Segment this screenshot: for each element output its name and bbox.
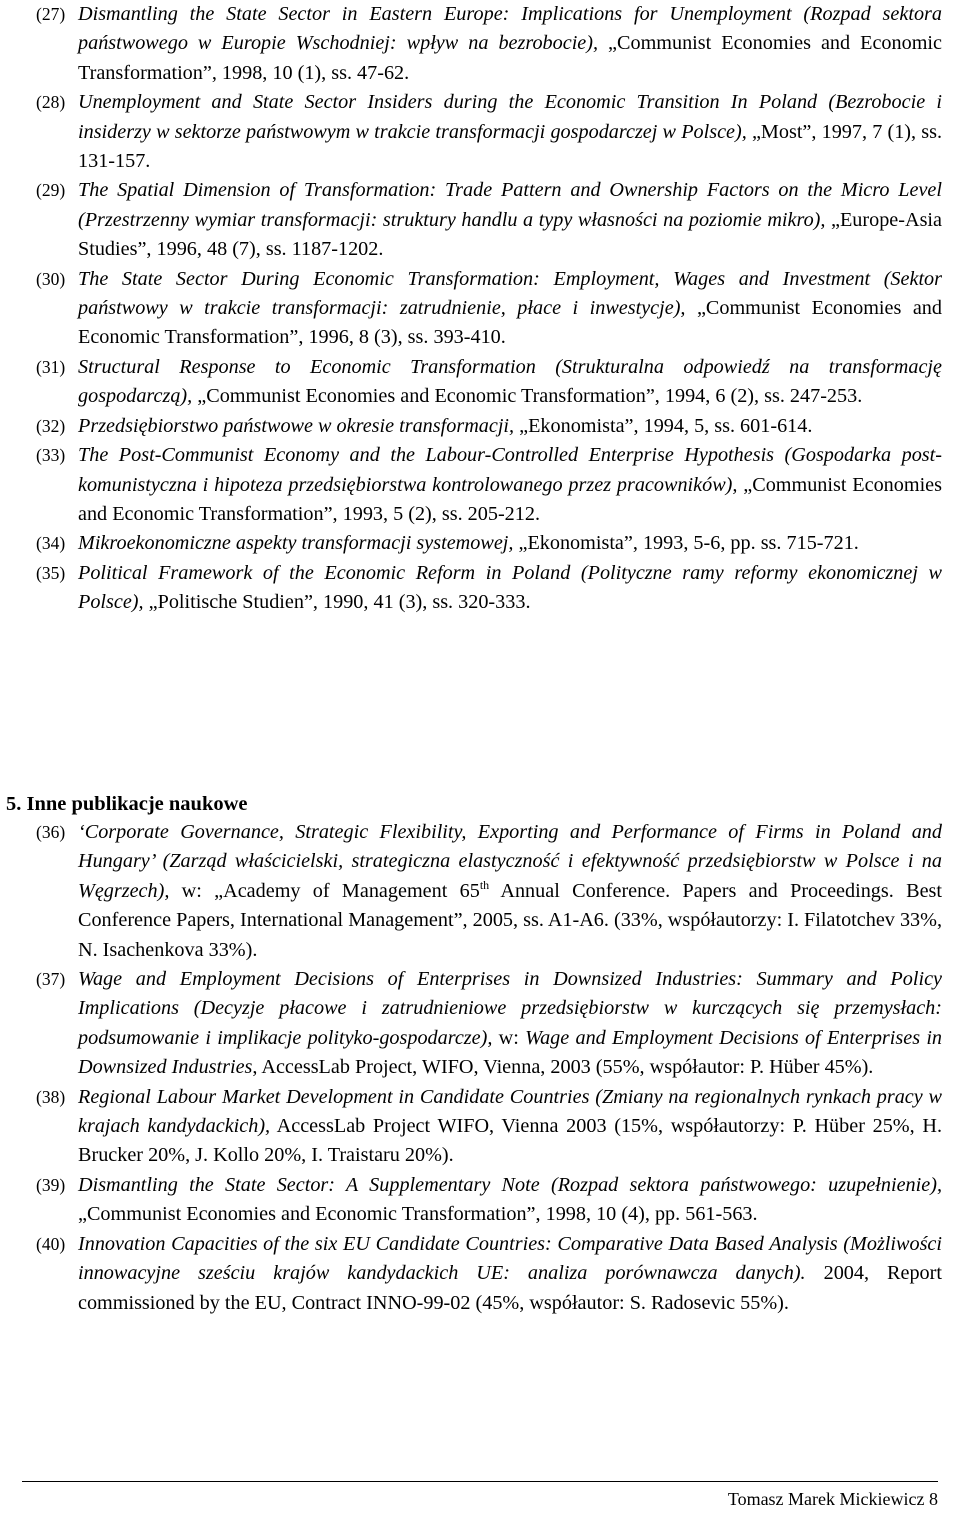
entry-source: „Communist Economies and Economic Transformation”, 1994, 6 (2), ss. 247-253.: [192, 385, 863, 408]
list-item: [0, 353, 960, 412]
page-footer: Tomasz Marek Mickiewicz 8: [727, 1489, 938, 1509]
list-item: [0, 265, 960, 353]
list-item: [0, 0, 960, 88]
entry-title: The Post-Communist Economy and the Labour-Controlled Enterprise Hypothesis (Gospodarka post-komunistyczna i hipoteza przedsiębiorstwa kontrolowanego przez pracowników),: [78, 444, 942, 496]
entry-title: Structural Response to Economic Transformation (Strukturalna odpowiedź na transformację gospodarczą),: [78, 355, 942, 408]
list-item: [0, 412, 960, 441]
entry-number: (29): [36, 180, 66, 201]
entry-source: 2004, Report commissioned by the EU, Contract INNO-99-02 (45%, współautor: S. Radosevic 55%).: [78, 1262, 942, 1314]
entry-source: „Ekonomista”, 1994, 5, ss. 601-614.: [514, 414, 813, 437]
section-heading: 5. Inne publikacje naukowe: [6, 793, 248, 815]
entry-number: (32): [36, 415, 66, 436]
entry-title: The State Sector During Economic Transformation: Employment, Wages and Investment (Sektor państwowy w trakcie transformacji: zatrudnienie, płace i inwestycje),: [78, 267, 942, 320]
list-item: [0, 441, 960, 529]
entry-number: (39): [36, 1174, 66, 1195]
entry-number: (35): [36, 562, 66, 583]
entry-title: Przedsiębiorstwo państwowe w okresie transformacji,: [78, 414, 515, 437]
entry-number: (27): [36, 4, 66, 24]
publication-list-other: [0, 818, 960, 1318]
entry-title: Mikroekonomiczne aspekty transformacji systemowej,: [78, 532, 514, 555]
list-item: [0, 529, 960, 558]
entry-source: „Communist Economies and Economic Transformation”, 1996, 8 (3), ss. 393-410.: [78, 297, 942, 349]
list-item: [0, 88, 960, 176]
entry-number: (37): [36, 969, 66, 990]
entry-source: „Communist Economies and Economic Transformation”, 1998, 10 (4), pp. 561-563.: [78, 1203, 758, 1226]
entry-source-continued: Annual Conference. Papers and Proceedings. Best Conference Papers, International Management”, 2005, ss. A1-A6. (33%, współautorzy: I. Filatotchev 33%, N. Isachenkova 33%).: [78, 879, 943, 961]
entry-title: Innovation Capacities of the six EU Candidate Countries: Comparative Data Based Analysis (Możliwości innowacyjne sześciu krajów kandydackich UE: analiza porównawcza danych).: [78, 1232, 942, 1285]
footer-divider: [22, 1481, 938, 1482]
entry-connector: w:: [492, 1026, 526, 1049]
entry-number: (31): [36, 356, 66, 377]
entry-source: „Politische Studien”, 1990, 41 (3), ss. 320-333.: [143, 591, 531, 614]
entry-source: „Most”, 1997, 7 (1), ss. 131-157.: [78, 120, 942, 173]
entry-source: „Communist Economies and Economic Transformation”, 1993, 5 (2), ss. 205-212.: [78, 473, 942, 525]
entry-title: The Spatial Dimension of Transformation: Trade Pattern and Ownership Factors on the Micro Level (Przestrzenny wymiar transformacji: struktury handlu a typy własności na poziomie mikro),: [78, 179, 942, 231]
entry-title: Political Framework of the Economic Reform in Poland (Polityczne ramy reformy ekonomicznej w Polsce),: [78, 561, 942, 614]
superscript: th: [479, 877, 490, 892]
entry-source: AccessLab Project WIFO, Vienna 2003 (15%, współautorzy: P. Hüber 25%, H. Brucker 20%, J. Kollo 20%, I. Traistaru 20%).: [78, 1115, 942, 1167]
entry-source: „Ekonomista”, 1993, 5-6, pp. ss. 715-721.: [513, 532, 859, 555]
entry-title: Wage and Employment Decisions of Enterprises in Downsized Industries: Summary and Policy Implications (Decyzje płacowe i zatrudnieniowe przedsiębiorstw w kurczących się przemysłach: podsumowanie i implikacje polityko-gospodarcze),: [78, 968, 942, 1049]
entry-title: Unemployment and State Sector Insiders during the Economic Transition In Poland (Bezrobocie i insiderzy w sektorze państwowym w trakcie transformacji gospodarczej w Polsce),: [78, 91, 942, 143]
entry-title: Dismantling the State Sector: A Supplementary Note (Rozpad sektora państwowego: uzupełnienie),: [78, 1173, 942, 1196]
entry-number: (36): [36, 822, 66, 842]
list-item: [0, 1230, 960, 1318]
list-item: [0, 1083, 960, 1171]
entry-number: (33): [36, 445, 66, 466]
entry-source: , AccessLab Project, WIFO, Vienna, 2003 (55%, współautor: P. Hüber 45%).: [252, 1056, 874, 1079]
entry-source: „Communist Economies and Economic Transformation”, 1998, 10 (1), ss. 47-62.: [78, 32, 942, 84]
entry-source: „Europe-Asia Studies”, 1996, 48 (7), ss. 1187-1202.: [78, 208, 942, 261]
list-item: [0, 1171, 960, 1230]
entry-source: w: „Academy of Management 65: [169, 879, 480, 902]
list-item: [0, 559, 960, 618]
entry-number: (40): [36, 1233, 66, 1254]
entry-title: ‘Corporate Governance, Strategic Flexibility, Exporting and Performance of Firms in Poland and Hungary’ (Zarząd właścicielski, strategiczna elastyczność i efektywność przedsiębiorstw w Polsce i na Węgrzech),: [78, 821, 942, 902]
list-item: [0, 176, 960, 264]
entry-number: (38): [36, 1086, 66, 1107]
entry-title: Regional Labour Market Development in Candidate Countries (Zmiany na regionalnych rynkach pracy w krajach kandydackich),: [78, 1085, 942, 1138]
entry-title: Dismantling the State Sector in Eastern Europe: Implications for Unemployment (Rozpad sektora państwowego w Europie Wschodniej: wpływ na bezrobocie),: [78, 3, 942, 55]
entry-number: (28): [36, 92, 66, 113]
publication-list-articles: [0, 0, 960, 618]
entry-number: (30): [36, 268, 66, 289]
entry-book-title: Wage and Employment Decisions of Enterprises in Downsized Industries: [78, 1026, 943, 1079]
list-item: [0, 818, 960, 965]
entry-number: (34): [36, 533, 66, 554]
list-item: [0, 965, 960, 1083]
